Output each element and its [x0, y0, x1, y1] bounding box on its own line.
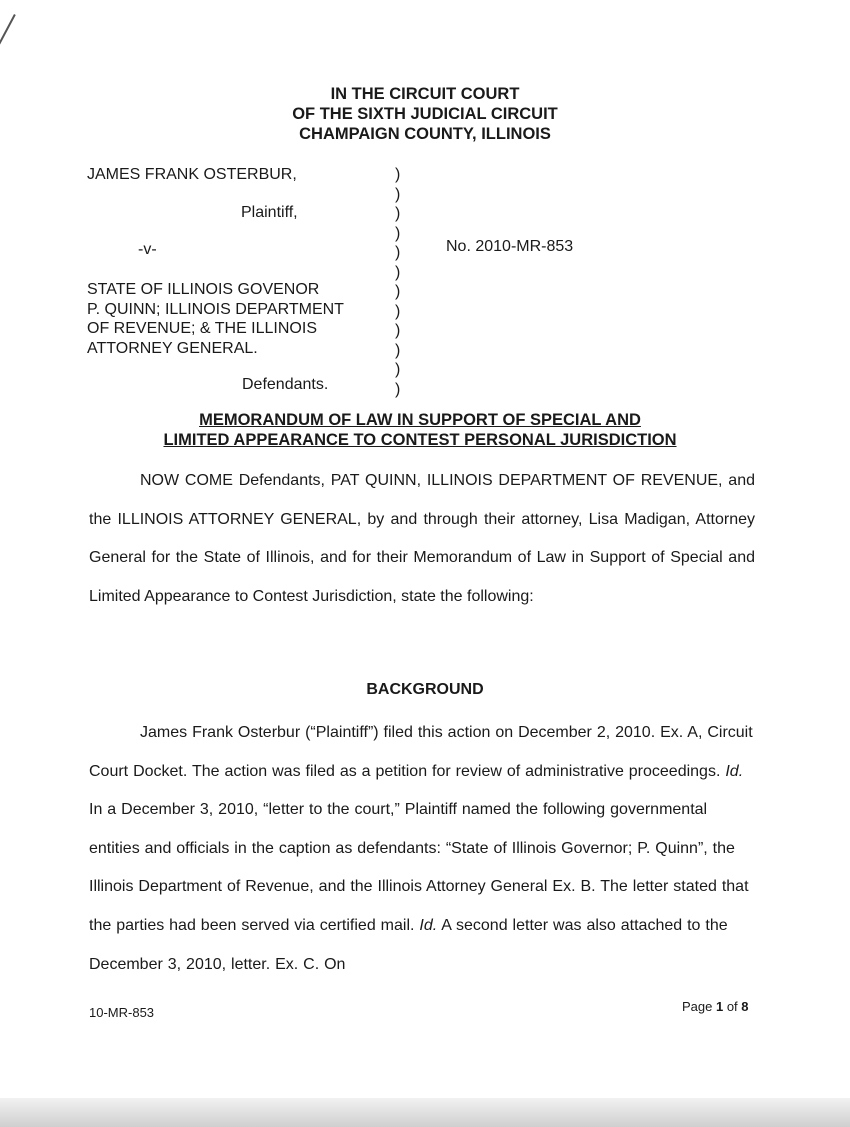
id-citation: Id. [419, 916, 438, 934]
defendants-line: P. QUINN; ILLINOIS DEPARTMENT [87, 300, 344, 318]
versus-label: -v- [138, 241, 157, 258]
footer-case-ref: 10-MR-853 [89, 1005, 155, 1020]
scanner-edge [0, 1098, 850, 1127]
caption-parentheses: ) ) ) ) ) ) ) ) ) ) ) ) [395, 166, 401, 398]
case-number: No. 2010-MR-853 [446, 238, 574, 255]
background-text: A second letter was also attached to the December 3, 2010, letter. Ex. C. On [89, 916, 728, 973]
plaintiff-name: JAMES FRANK OSTERBUR, [87, 166, 297, 183]
page-current: 1 [715, 999, 724, 1014]
background-text: In a December 3, 2010, “letter to the court,” Plaintiff named the following governmental entities and officials in the caption as defendants: “State of Illinois Governor; P. Quinn”, the Illinois Department of Revenue, and the Illinois Attorney General Ex. B. The letter stated that the parties had been served via certified mail. [89, 801, 749, 934]
court-header-line2: OF THE SIXTH JUDICIAL CIRCUIT [292, 105, 558, 123]
background-text: James Frank Osterbur (“Plaintiff”) filed this action on December 2, 2010. Ex. A, Circuit Court Docket. The action was filed as a petition for review of administrative proceedings. [89, 724, 753, 780]
court-header-line3: CHAMPAIGN COUNTY, ILLINOIS [299, 125, 551, 143]
page-sep: of [723, 999, 742, 1014]
defendants-line: ATTORNEY GENERAL. [87, 339, 258, 357]
page-indicator [682, 999, 749, 1014]
defendants-line: OF REVENUE; & THE ILLINOIS [87, 320, 317, 337]
memo-title-line1: MEMORANDUM OF LAW IN SUPPORT OF SPECIAL AND [199, 411, 641, 429]
id-citation: Id. [725, 762, 744, 780]
memo-title [100, 410, 740, 450]
page-total: 8 [741, 999, 749, 1014]
defendants-line: STATE OF ILLINOIS GOVENOR [87, 281, 320, 298]
court-header-line1: IN THE CIRCUIT COURT [330, 85, 520, 103]
intro-paragraph: NOW COME Defendants, PAT QUINN, ILLINOIS DEPARTMENT OF REVENUE, and the ILLINOIS ATTORNEY GENERAL, by and through their attorney, Lisa Madigan, Attorney General for the State of Illinois, and for their Memorandum of Law in Support of Special and Limited Appearance to Contest Jurisdiction, state the following: [89, 472, 755, 605]
page-prefix: Page [682, 999, 716, 1014]
plaintiff-label: Plaintiff, [241, 204, 298, 221]
section-heading: BACKGROUND [366, 681, 484, 698]
background-paragraph [89, 714, 755, 984]
memo-title-line2: LIMITED APPEARANCE TO CONTEST PERSONAL JURISDICTION [163, 431, 677, 449]
defendants-block [87, 280, 344, 358]
pen-mark [0, 14, 16, 52]
defendants-label: Defendants. [242, 376, 329, 393]
court-header [0, 84, 850, 144]
